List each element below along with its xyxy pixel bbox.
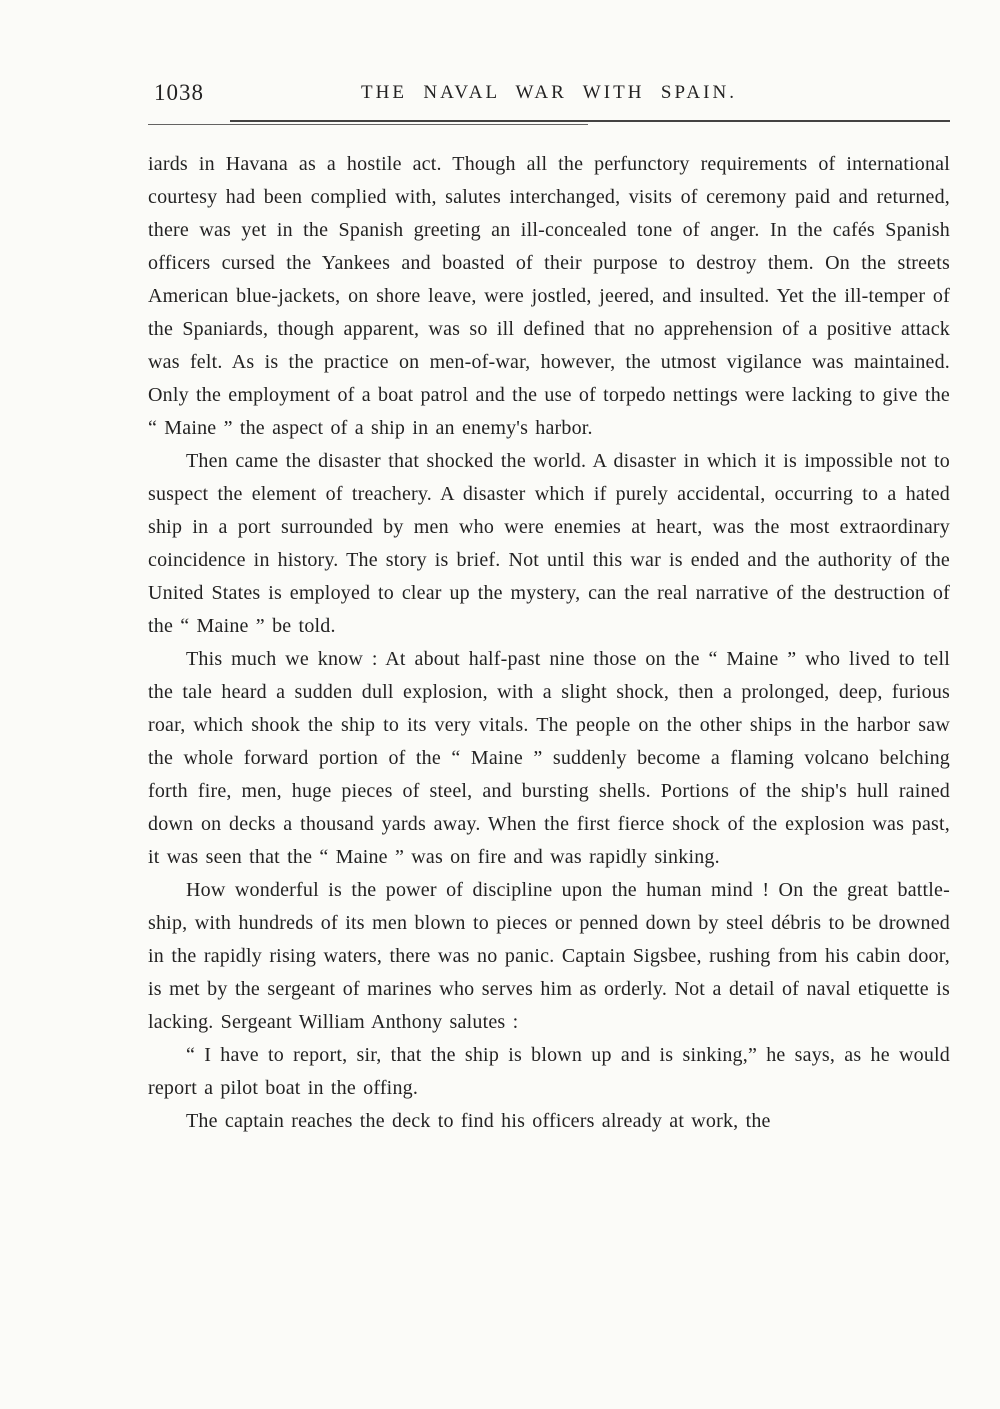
header-rule [148, 120, 950, 134]
paragraph: iards in Havana as a hostile act. Though all the perfunctory requirements of international courtesy had been complied with, salutes interchanged, visits of ceremony paid and returned, there was yet in the Spanish greeting an ill-concealed tone of anger. In the cafés Spanish officers cursed the Yankees and boasted of their purpose to destroy them. On the streets American blue-jackets, on shore leave, were jostled, jeered, and insulted. Yet the ill-temper of the Spaniards, though apparent, was so ill defined that no apprehension of a positive attack was felt. As is the practice on men-of-war, however, the utmost vigilance was maintained. Only the employment of a boat patrol and the use of torpedo nettings were lacking to give the “ Maine ” the aspect of a ship in an enemy's harbor. [148, 153, 950, 439]
page-header [148, 78, 950, 112]
page-title: THE NAVAL WAR WITH SPAIN. [360, 82, 738, 103]
paragraph: This much we know : At about half-past nine those on the “ Maine ” who lived to tell the tale heard a sudden dull explosion, with a slight shock, then a prolonged, deep, furious roar, which shook the ship to its very vitals. The people on the other ships in the harbor saw the whole forward portion of the “ Maine ” suddenly become a flaming volcano belching forth fire, men, huge pieces of steel, and bursting shells. Portions of the ship's hull rained down on decks a thousand yards away. When the first fierce shock of the explosion was past, it was seen that the “ Maine ” was on fire and was rapidly sinking. [148, 648, 950, 868]
paragraph: “ I have to report, sir, that the ship is blown up and is sinking,” he says, as he would report a pilot boat in the offing. [148, 1044, 950, 1099]
text-block [148, 78, 950, 1138]
header-rule-line-top [230, 120, 950, 122]
page-body [148, 148, 950, 1138]
page-number: 1038 [154, 80, 204, 105]
header-rule-line-bottom [148, 124, 588, 125]
paragraph: How wonderful is the power of discipline upon the human mind ! On the great battle-ship, with hundreds of its men blown to pieces or penned down by steel débris to be drowned in the rapidly rising waters, there was no panic. Captain Sigsbee, rushing from his cabin door, is met by the sergeant of marines who serves him as orderly. Not a detail of naval etiquette is lacking. Sergeant William Anthony salutes : [148, 879, 950, 1033]
paragraph: The captain reaches the deck to find his officers already at work, the [186, 1110, 771, 1132]
paragraph: Then came the disaster that shocked the world. A disaster in which it is impossible not to suspect the element of treachery. A disaster which if purely accidental, occurring to a hated ship in a port surrounded by men who were enemies at heart, was the most extraordinary coincidence in history. The story is brief. Not until this war is ended and the authority of the United States is employed to clear up the mystery, can the real narrative of the destruction of the “ Maine ” be told. [148, 450, 950, 637]
